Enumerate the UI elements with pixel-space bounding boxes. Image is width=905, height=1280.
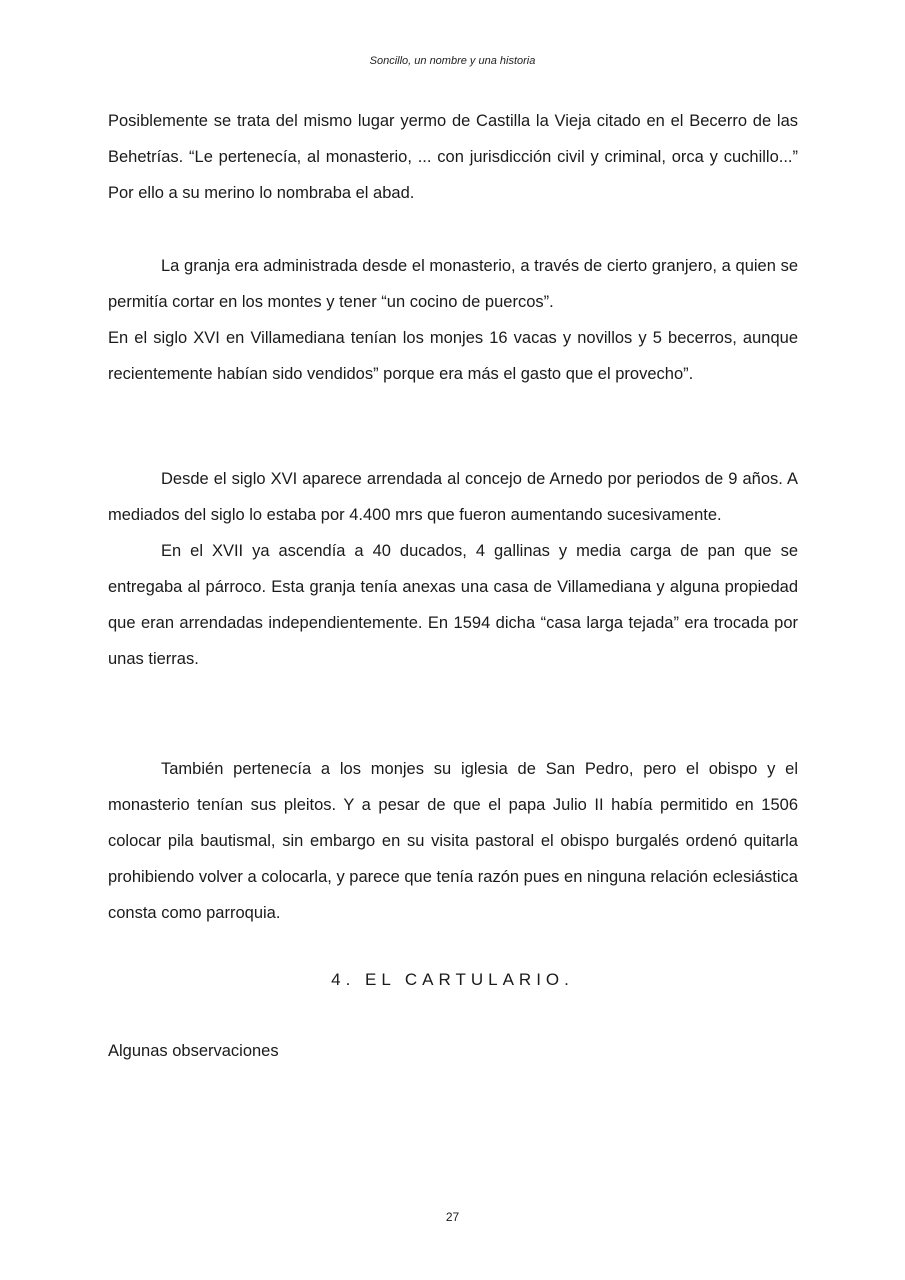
text-block-behetrias xyxy=(108,103,798,211)
section-subheading: Algunas observaciones xyxy=(108,1042,279,1060)
paragraph-ducados: En el XVII ya ascendía a 40 ducados, 4 gallinas y media carga de pan que se entregaba al párroco. Esta granja tenía anexas una casa de Villamediana y alguna propiedad que eran arrendadas independientemente. En 1594 dicha “casa larga tejada” era trocada por unas tierras. xyxy=(108,542,798,668)
page-number: 27 xyxy=(445,1210,460,1224)
paragraph-arnedo: Desde el siglo XVI aparece arrendada al concejo de Arnedo por periodos de 9 años. A mediados del siglo lo estaba por 4.400 mrs que fueron aumentando sucesivamente. xyxy=(108,470,798,524)
text-block-iglesia xyxy=(108,751,798,931)
paragraph-behetrias: Posiblemente se trata del mismo lugar yermo de Castilla la Vieja citado en el Becerro de las Behetrías. “Le pertenecía, al monasterio, ... con jurisdicción civil y criminal, orca y cuchillo...” Por ello a su merino lo nombraba el abad. xyxy=(108,112,798,202)
text-block-granja xyxy=(108,248,798,392)
section-heading: 4. EL CARTULARIO. xyxy=(331,970,574,989)
paragraph-san-pedro: También pertenecía a los monjes su iglesia de San Pedro, pero el obispo y el monasterio tenían sus pleitos. Y a pesar de que el papa Julio II había permitido en 1506 colocar pila bautismal, sin embargo en su visita pastoral el obispo burgalés ordenó quitarla prohibiendo volver a colocarla, y parece que tenía razón pues en ninguna relación eclesiástica consta como parroquia. xyxy=(108,760,798,922)
text-block-arrendamiento xyxy=(108,461,798,677)
paragraph-granja: La granja era administrada desde el monasterio, a través de cierto granjero, a quien se permitía cortar en los montes y tener “un cocino de puercos”. xyxy=(108,257,798,311)
paragraph-villamediana: En el siglo XVI en Villamediana tenían los monjes 16 vacas y novillos y 5 becerros, aunque recientemente habían sido vendidos” porque era más el gasto que el provecho”. xyxy=(108,329,798,383)
running-header: Soncillo, un nombre y una historia xyxy=(369,55,536,67)
